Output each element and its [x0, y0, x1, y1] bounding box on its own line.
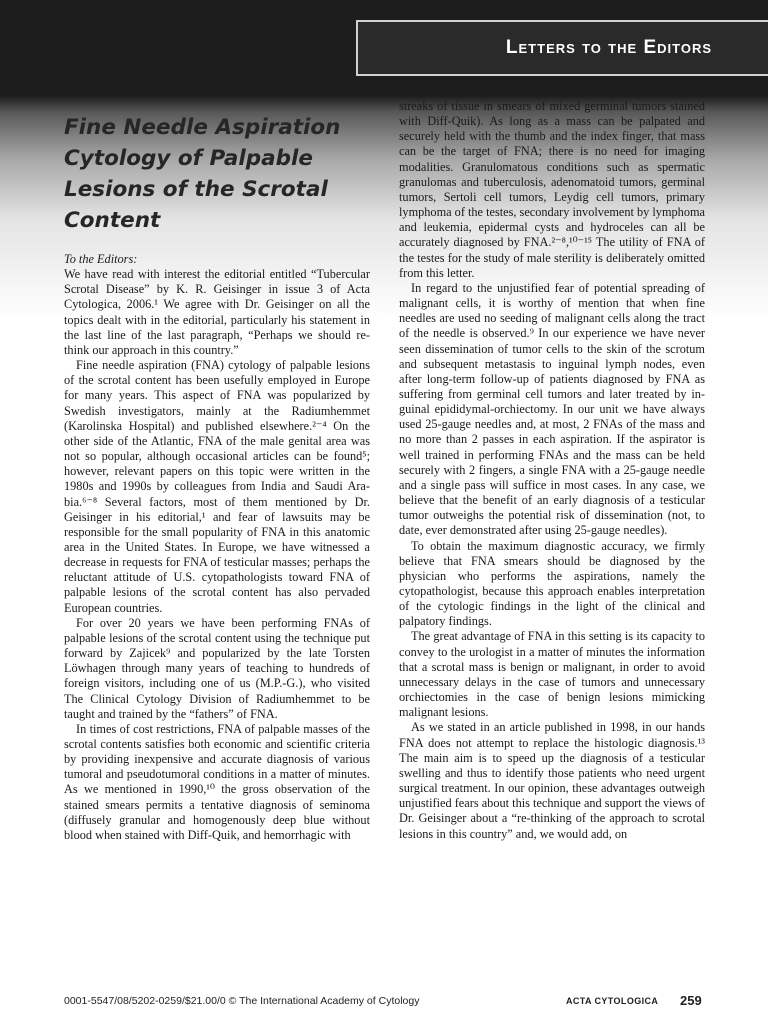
paragraph: We have read with interest the editorial entitled “Tubercular Scrotal Disease” by K. R. Geisinger in issue 3 of Acta Cytologica, 2006.¹ We agree with Dr. Geisinger on all the topics dealt with in the editorial, particularly his statement in the last line of the last paragraph, “Perhaps we should re-think our approach in this country.”: [64, 267, 370, 357]
article-title: Fine Needle Aspiration Cytology of Palpable Lesions of the Scrotal Content: [64, 115, 341, 233]
paragraph: To obtain the maximum diagnostic accuracy, we firmly believe that FNA smears should be diagnosed by the physician who performs the aspirations, namely the cytopathologist, because this approach enables interpretation of the cytologic findings in the light of the clinical and palpatory findings.: [399, 538, 705, 629]
footer-copyright: 0001-5547/08/5202-0259/$21.00/0 © The International Academy of Cytology: [64, 995, 420, 1007]
page-number: 259: [680, 993, 702, 1008]
section-header-box: [356, 20, 768, 76]
paragraph: streaks of tissue in smears of mixed germinal tumors stained with Diff-Quik). As long as a mass can be palpated and securely held with the thumb and the index finger, that mass can be the target of FNA; there is no need for imaging modalities. Granulomatous conditions such as spermatic granulomas and tuberculosis, adenomatoid tumors, germinal tumors, Sertoli cell tumors, Leydig cell tumors, primary lymphoma of the testes, secondary involvement by lymphoma and leukemia, epidermal cysts and hydroceles can all be accurately diagnosed by FNA.²⁻⁸,¹⁰⁻¹⁵ The utility of FNA of the testes for the study of male sterility is deliberately omitted from this letter.: [399, 99, 705, 280]
section-title: Letters to the Editors: [505, 37, 712, 58]
paragraph: In regard to the unjustified fear of potential spreading of malignant cells, it is worthy of mention that when fine needles are used no seeding of malignant cells along the tract of the needle is observed.⁹ In our experience we have never seen dissemination of tumor cells to the skin of the scrotum and subsequent metastasis to inguinal lymph nodes, even after long-term follow-up of patients diagnosed by FNA as suffering from germinal cell tumors and later treated by inguinal epididymal-orchiectomy. In our unit we have always used 25-gauge needles and, at most, 2 FNAs of the mass and no more than 2 passes in each aspiration. If the aspirator is well trained in performing FNAs and the mass can be held securely with 2 fingers, a single FNA with a 25-gauge needle and a single pass will suffice in most cases. In any case, we believe that the benefit of an early diagnosis of a testicular tumor outweighs the potential risk of dissemination (not, to date, ever demonstrated after using 25-gauge needles).: [399, 280, 705, 538]
paragraph: In times of cost restrictions, FNA of palpable masses of the scrotal contents satisfies both economic and scientific criteria by providing inexpensive and accurate diagnosis of various tumoral and pseudotumoral conditions in a matter of minutes. As we mentioned in 1990,¹⁰ the gross observation of the stained smears permits a tentative diagnosis of seminoma (diffusely granular and homogenously deep blue without blood when stained with Diff-Quik, and hemorrhagic with: [64, 721, 370, 842]
footer-journal-name: ACTA CYTOLOGICA: [566, 996, 659, 1006]
right-column: [399, 99, 705, 842]
paragraph: Fine needle aspiration (FNA) cytology of palpable lesions of the scrotal content has been usefully employed in Europe for many years. This aspect of FNA was popularized by Swedish investigators, mainly at the Radiumhemmet (Karolinska Hospital) and published elsewhere.²⁻⁴ On the other side of the Atlantic, FNA of the male genital area was not so popular, although occasional articles can be found⁵; however, relevant papers on this topic were written in the 1980s and 1990s by colleagues from India and Saudi Arabia.⁶⁻⁸ Several factors, most of them mentioned by Dr. Geisinger in his editorial,¹ and fear of lawsuits may be responsible for the small popularity of FNA in this anatomic area in the United States. In Europe, we have witnessed a decrease in requests for FNA of testicular masses; perhaps the reluctant attitude of U.S. cytopathologists toward FNA of palpable lesions of the scrotal content has also pervaded European countries.: [64, 358, 370, 615]
paragraph: As we stated in an article published in 1998, in our hands FNA does not attempt to replace the histologic diagnosis.¹³ The main aim is to speed up the diagnosis of a testicular swelling and thus to identify those patients who need urgent surgical treatment. In our opinion, these advantages outweigh unjustified fears about this technique and support the views of Dr. Geisinger about a “re-thinking of the approach to scrotal lesions in this country” and, we would add, on: [399, 720, 705, 841]
salutation: To the Editors:: [64, 252, 138, 266]
paragraph: The great advantage of FNA in this setting is its capacity to convey to the urologist in a matter of minutes the information that a scrotal mass is benign or malignant, in order to avoid unnecessary delays in the case of tumors and unnecessary orchiectomies in the case of benign lesions mimicking malignant lesions.: [399, 629, 705, 720]
paragraph: For over 20 years we have been performing FNAs of palpable lesions of the scrotal content using the technique put forward by Zajicek⁹ and popularized by the late Torsten Löwhagen through many years of teaching to hundreds of foreign visitors, including one of us (M.P.-G.), who visited The Clinical Cytology Division of Radiumhemmet to be taught and trained by the “fathers” of FNA.: [64, 615, 370, 721]
left-column: [64, 252, 370, 843]
